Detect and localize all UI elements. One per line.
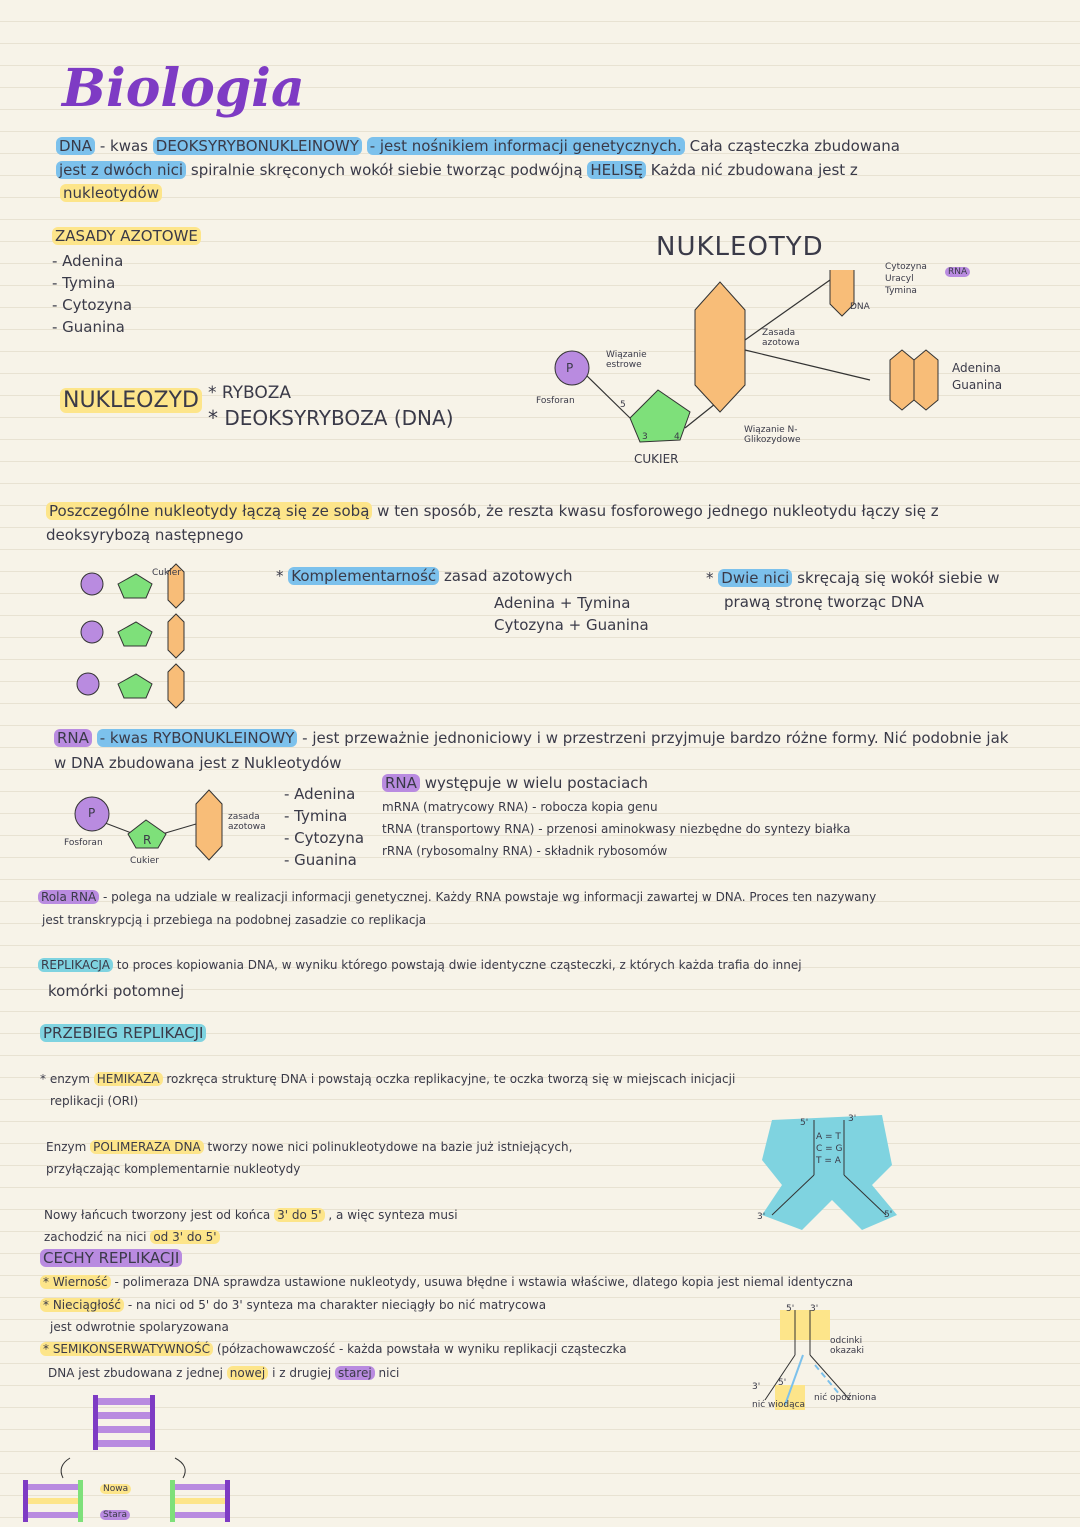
- bond-line: [745, 350, 870, 380]
- base-icon: [196, 790, 222, 860]
- dna-definition-3: [60, 182, 162, 204]
- page-title: Biologia: [62, 58, 305, 119]
- phosphate-icon: [81, 621, 103, 643]
- strand-old: [93, 1398, 155, 1405]
- nucleotide-title: NUKLEOTYD: [656, 232, 824, 262]
- fidelity-item: [40, 1275, 853, 1289]
- list-item: - Adenina: [52, 252, 124, 270]
- strand-old: [93, 1440, 155, 1447]
- strand-old: [93, 1426, 155, 1433]
- fork2-5prime: 5': [786, 1304, 795, 1314]
- helix-term: HELISĘ: [587, 161, 646, 179]
- guanine-label: Guanina: [952, 378, 1003, 392]
- ribose-symbol: R: [143, 833, 152, 847]
- nucleotides-term: nukleotydów: [60, 184, 162, 202]
- fork-5prime: 5': [800, 1118, 809, 1128]
- strand-old: [93, 1412, 155, 1419]
- linking-text-2: deoksyrybozą następnego: [46, 526, 244, 544]
- polymerase-intro: Enzym: [46, 1140, 87, 1154]
- rna-text: - jest przeważnie jednoniciowy i w przestrzeni przyjmuje bardzo różne formy. Nić podobnie jak: [302, 729, 1009, 747]
- course-heading-text: PRZEBIEG REPLIKACJI: [40, 1024, 206, 1042]
- sugar-label: Cukier: [130, 856, 159, 866]
- list-item: - Tymina: [52, 274, 116, 292]
- fork-3prime-bottom: 3': [757, 1212, 766, 1222]
- chain-diagram: [70, 560, 200, 710]
- direction-desc: , a więc synteza musi: [328, 1208, 458, 1222]
- rna-role-2: jest transkrypcją i przebiega na podobnej zasadzie co replikacja: [42, 913, 427, 927]
- bases-heading: [52, 225, 201, 247]
- base-label: Zasada azotowa: [762, 328, 800, 348]
- dna-two-strands: jest z dwóch nici: [56, 161, 186, 179]
- fork2-3prime: 3': [810, 1304, 819, 1314]
- sugar-label: CUKIER: [634, 452, 679, 466]
- ester-bond-label: Wiązanie estrowe: [606, 350, 647, 370]
- star: *: [706, 569, 714, 587]
- list-item: - Guanina: [52, 318, 125, 336]
- direction-intro: Nowy łańcuch tworzony jest od końca: [44, 1208, 271, 1222]
- replication-term: REPLIKACJA: [38, 958, 113, 972]
- list-item: - Tymina: [284, 807, 348, 825]
- course-heading: [40, 1022, 206, 1044]
- deoxyribose: * DEOKSYRYBOZA (DNA): [208, 406, 454, 430]
- pair-row: A = T: [816, 1132, 841, 1142]
- polymerase-text: [46, 1140, 572, 1154]
- daughter-dna-left: [23, 1480, 83, 1522]
- polymerase-desc: tworzy nowe nici polinukleotydowe na bazie już istniejących,: [207, 1140, 573, 1154]
- backbone: [23, 1480, 28, 1522]
- phosphate-icon: [81, 573, 103, 595]
- nucleotide-diagram: [530, 270, 1050, 480]
- rna-bases-list: [284, 783, 364, 871]
- direction-desc-2: zachodzić na nici: [44, 1230, 147, 1244]
- purine-icon: [914, 350, 938, 410]
- leading-strand-label: nić wiodąca: [752, 1400, 806, 1410]
- lagging-strand: [815, 1365, 840, 1395]
- rna-role-term: Rola RNA: [38, 890, 99, 904]
- strand-old: [23, 1512, 83, 1518]
- dna-full-name: DEOKSYRYBONUKLEINOWY: [153, 137, 362, 155]
- nucleoside-term: NUKLEOZYD: [60, 388, 202, 413]
- sugar-icon: [118, 674, 152, 698]
- traits-heading-text: CECHY REPLIKACJI: [40, 1249, 182, 1267]
- discontinuity-item-2: jest odwrotnie spolaryzowana: [50, 1320, 229, 1334]
- discontinuity-desc: - na nici od 5' do 3' synteza ma charakter nieciągły bo nić matrycowa: [127, 1298, 547, 1312]
- dna-tag: DNA: [850, 302, 870, 312]
- helicase-text: [40, 1072, 735, 1086]
- discontinuity-term: * Nieciągłość: [40, 1298, 124, 1312]
- base-label: zasada azotowa: [228, 812, 266, 832]
- linking-text-rest: w ten sposób, że reszta kwasu fosforowego jednego nukleotydu łączy się z: [377, 502, 939, 520]
- lagging-strand-label: nić opóźniona: [814, 1393, 877, 1403]
- phosphate-symbol: P: [566, 361, 574, 375]
- semi-text: nici: [378, 1366, 400, 1380]
- complementarity-text: zasad azotowych: [443, 567, 573, 585]
- backbone: [93, 1395, 98, 1450]
- semi-text: i z drugiej: [272, 1366, 332, 1380]
- direction-term-2: od 3' do 5': [150, 1230, 219, 1244]
- backbone: [150, 1395, 155, 1450]
- semiconservative-item: [40, 1342, 627, 1356]
- strand-old: [170, 1484, 230, 1490]
- highlight-block: [780, 1310, 830, 1340]
- fork2-5prime-bottom: 5': [778, 1378, 787, 1388]
- new-label: Nowa: [100, 1484, 131, 1494]
- fork-3prime: 3': [848, 1114, 857, 1124]
- replication-definition: [38, 958, 802, 972]
- replication-definition-2: komórki potomnej: [48, 982, 185, 1000]
- phosphate-label: Fosforan: [64, 838, 103, 848]
- mrna-item: mRNA (matrycowy RNA) - robocza kopia genu: [382, 800, 658, 814]
- helicase-text-2: replikacji (ORI): [50, 1094, 139, 1108]
- dna-text: Cała cząsteczka zbudowana: [689, 137, 900, 155]
- dna-text: spiralnie skręconych wokół siebie tworząc podwójną: [190, 161, 583, 179]
- new-strand-term: nowej: [227, 1366, 268, 1380]
- sugar-label: Cukier: [152, 568, 181, 578]
- strand-old: [23, 1484, 83, 1490]
- fork-5prime-bottom: 5': [884, 1210, 893, 1220]
- rna-tag: RNA: [945, 267, 970, 277]
- rna-term: RNA: [382, 774, 420, 792]
- semiconservative-item-2: [48, 1366, 399, 1380]
- backbone: [170, 1480, 175, 1522]
- phosphate-symbol: P: [88, 806, 96, 820]
- linking-text: [46, 500, 939, 522]
- traits-heading: [40, 1247, 182, 1269]
- strand-new: [23, 1498, 83, 1504]
- fidelity-desc: - polimeraza DNA sprawdza ustawione nukleotydy, usuwa błędne i wstawia właściwe, dlatego kopia jest niemal identyczna: [114, 1275, 854, 1289]
- polymerase-term: POLIMERAZA DNA: [90, 1140, 204, 1154]
- direction-text: [44, 1208, 458, 1222]
- arrow-icon: [175, 1458, 185, 1478]
- pair-at: Adenina + Tymina: [494, 594, 631, 612]
- bases-heading-text: ZASADY AZOTOWE: [52, 227, 201, 245]
- ribose: * RYBOZA: [208, 383, 292, 403]
- arrow-icon: [61, 1458, 70, 1478]
- sugar-icon: [118, 622, 152, 646]
- dna-text: - kwas: [99, 137, 148, 155]
- list-item: - Guanina: [284, 851, 357, 869]
- trna-item: tRNA (transportowy RNA) - przenosi aminokwasy niezbędne do syntezy białka: [382, 822, 851, 836]
- cytosine-label: Cytozyna: [885, 262, 927, 272]
- rna-role: [38, 890, 876, 904]
- direction-term: 3' do 5': [274, 1208, 324, 1222]
- semi-text: DNA jest zbudowana z jednej: [48, 1366, 223, 1380]
- backbone: [225, 1480, 230, 1522]
- strands-heading: [706, 567, 1000, 589]
- complementarity-heading: [276, 565, 573, 587]
- nucleoside-label: [60, 388, 202, 413]
- phosphate-icon: [77, 673, 99, 695]
- carbon-4: 4: [674, 432, 680, 442]
- linking-highlight: Poszczególne nukleotydy łączą się ze sobą: [46, 502, 372, 520]
- strands-text-2: prawą stronę tworząc DNA: [724, 593, 924, 611]
- fork2-3prime-bottom: 3': [752, 1382, 761, 1392]
- strand-new: [170, 1498, 230, 1504]
- polymerase-text-2: przyłączając komplementarnie nukleotydy: [46, 1162, 301, 1176]
- replication-text: to proces kopiowania DNA, w wyniku którego powstają dwie identyczne cząsteczki, z których każda trafia do innej: [116, 958, 802, 972]
- dna-carrier: - jest nośnikiem informacji genetycznych.: [367, 137, 685, 155]
- bond-line: [585, 374, 630, 418]
- rna-definition: [54, 727, 1008, 749]
- list-item: - Cytozyna: [52, 296, 133, 314]
- bond-line: [162, 824, 196, 834]
- strands-term: Dwie nici: [718, 569, 792, 587]
- star: *: [276, 567, 284, 585]
- pair-cg: Cytozyna + Guanina: [494, 616, 649, 634]
- discontinuity-item: [40, 1298, 546, 1312]
- rrna-item: rRNA (rybosomalny RNA) - składnik rybosomów: [382, 844, 668, 858]
- semiconservative-desc: (półzachowawczość - każda powstała w wyniku replikacji cząsteczka: [216, 1342, 627, 1356]
- old-strand-term: starej: [335, 1366, 375, 1380]
- pair-row: T = A: [816, 1156, 841, 1166]
- dna-definition: [56, 135, 900, 157]
- rna-role-text: - polega na udziale w realizacji informacji genetycznej. Każdy RNA powstaje wg informacji zawartej w DNA. Proces ten nazywany: [103, 890, 877, 904]
- list-item: - Adenina: [284, 785, 356, 803]
- adenine-label: Adenina: [952, 361, 1001, 375]
- complementarity-term: Komplementarność: [288, 567, 439, 585]
- helicase-desc: rozkręca strukturę DNA i powstają oczka replikacyjne, te oczka tworzą się w miejscach inicjacji: [166, 1072, 736, 1086]
- okazaki-label: odcinki okazaki: [830, 1336, 865, 1356]
- semiconservative-term: * SEMIKONSERWATYWNOŚĆ: [40, 1342, 213, 1356]
- sugar-icon: [118, 574, 152, 598]
- rna-forms-text: występuje w wielu postaciach: [424, 774, 649, 792]
- replication-fork-diagram: [752, 1105, 902, 1235]
- uracil-label: Uracyl: [885, 274, 914, 284]
- rna-full-name: - kwas RYBONUKLEINOWY: [97, 729, 298, 747]
- base-icon: [168, 664, 184, 708]
- helicase-intro: * enzym: [40, 1072, 90, 1086]
- dna-text: Każda nić zbudowana jest z: [650, 161, 858, 179]
- daughter-dna-right: [170, 1480, 230, 1522]
- dna-term: DNA: [56, 137, 95, 155]
- list-item: - Cytozyna: [284, 829, 365, 847]
- backbone: [78, 1480, 83, 1522]
- bases-list: [52, 250, 132, 338]
- old-label: Stara: [100, 1510, 130, 1520]
- carbon-5: 5: [620, 400, 626, 410]
- dna-definition-2: [56, 159, 858, 181]
- rna-term: RNA: [54, 729, 92, 747]
- glycosidic-bond-label: Wiązanie N-Glikozydowe: [744, 425, 801, 445]
- carbon-3: 3: [642, 432, 648, 442]
- base-icon: [168, 614, 184, 658]
- rna-forms-heading: [382, 772, 648, 794]
- thymine-label: Tymina: [885, 286, 917, 296]
- fidelity-term: * Wierność: [40, 1275, 111, 1289]
- strand-old: [170, 1512, 230, 1518]
- phosphate-label: Fosforan: [536, 396, 575, 406]
- pair-row: C = G: [816, 1144, 843, 1154]
- sugar-pentagon-icon: [630, 390, 690, 442]
- helicase-term: HEMIKAZA: [94, 1072, 163, 1086]
- purine-icon: [890, 350, 914, 410]
- strands-text: skręcają się wokół siebie w: [797, 569, 1000, 587]
- semiconservative-diagram: [15, 1390, 245, 1525]
- rna-definition-2: w DNA zbudowana jest z Nukleotydów: [54, 754, 342, 772]
- parent-dna: [93, 1395, 155, 1450]
- direction-text-2: [44, 1230, 220, 1244]
- base-hexagon-icon: [695, 282, 745, 412]
